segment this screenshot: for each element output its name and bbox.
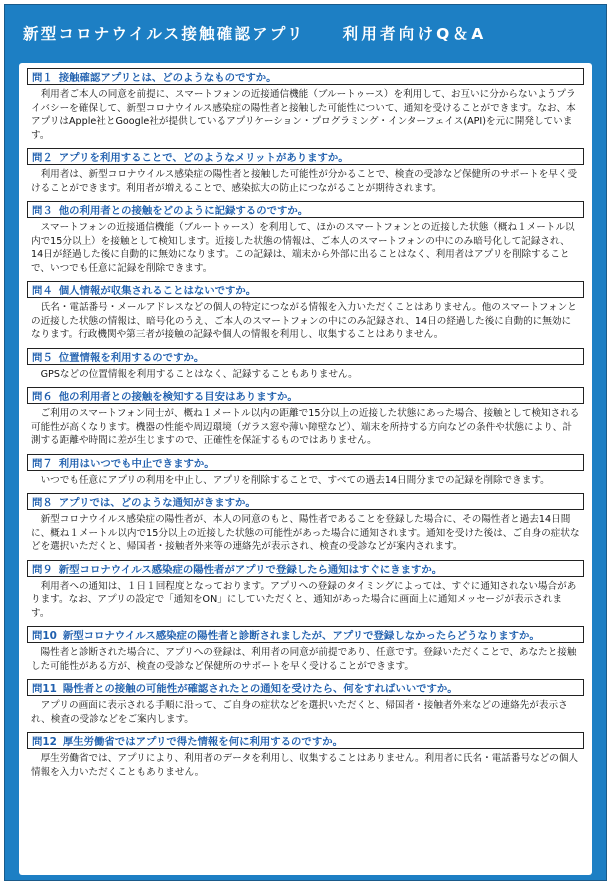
question-text: 厚生労働省ではアプリで得た情報を何に利用するのですか。	[62, 736, 343, 748]
question-number: 問４	[32, 285, 53, 297]
answer-text: 厚生労働省では、アプリにより、利用者のデータを利用し、収集することはありません。利用者に氏名・電話番号などの個人情報を入力いただくこともありません。	[31, 753, 579, 778]
question-number: 問２	[32, 152, 53, 164]
qa-panel	[19, 63, 592, 875]
qa-item	[27, 281, 584, 348]
answer-text: スマートフォンの近接通信機能（ブルートゥース）を利用して、ほかのスマートフォンとの近接した状態（概ね１メートル以内で15分以上）を接触として検知します。近接した状態の情報は、ご本人のスマートフォンの中にのみ暗号化して記録され、14日が経過した後に自動的に無効になります。この記録は、端末から外部に出ることはなく、利用者はアプリを削除することで、いつでも任意に記録を削除できます。	[31, 222, 575, 274]
question-text: 陽性者との接触の可能性が確認されたとの通知を受けたら、何をすればいいですか。	[62, 683, 458, 695]
question-text: 他の利用者との接触を検知する目安はありますか。	[58, 391, 298, 403]
question-box	[27, 626, 584, 643]
question-box	[27, 454, 584, 471]
answer-text: 新型コロナウイルス感染症の陽性者が、本人の同意のもと、陽性者であることを登録した場合に、その陽性者と過去14日間に、概ね１メートル以内で15分以上の近接した状態の可能性があった場合に通知されます。通知を受けた後は、ご自身の症状などを選択いただくと、帰国者・接触者外来等の連絡先が表示され、検査の受診などが案内されます。	[31, 514, 580, 552]
question-text: 位置情報を利用するのですか。	[58, 351, 205, 364]
question-text: アプリでは、どのような通知がきますか。	[58, 497, 256, 509]
qa-item	[27, 68, 584, 148]
question-text: 利用はいつでも中止できますか。	[58, 457, 215, 470]
answer-text: 利用者は、新型コロナウイルス感染症の陽性者と接触した可能性が分かることで、検査の受診など保健所のサポートを早く受けることができます。利用者が増えることで、感染拡大の防止につながることが期待されます。	[31, 169, 578, 194]
question-text: 個人情報が収集されることはないですか。	[58, 285, 257, 297]
qa-item	[27, 387, 584, 454]
qa-item	[27, 626, 584, 679]
question-text: 新型コロナウイルス感染症の陽性者と診断されましたが、アプリで登録しなかったらどうなりますか。	[62, 630, 540, 642]
question-number: 問11	[32, 683, 57, 695]
qa-item	[27, 454, 584, 494]
page-subtitle: 利用者向けQ＆A	[342, 25, 487, 43]
answer-text: 利用者への通知は、１日１回程度となっております。アプリへの登録のタイミングによっては、すぐに通知されない場合があります。なお、アプリの設定で「通知をON」にしていただくと、通知があった場合に画面上に通知メッセージが表示されます。	[31, 580, 577, 619]
page-title: 新型コロナウイルス接触確認アプリ	[23, 25, 305, 43]
title-banner	[5, 5, 606, 61]
question-number: 問12	[32, 736, 57, 748]
question-box	[27, 348, 584, 365]
question-text: アプリを利用することで、どのようなメリットがありますか。	[58, 152, 349, 164]
qa-item	[27, 148, 584, 201]
question-box	[27, 560, 584, 577]
answer-text: いつでも任意にアプリの利用を中止し、アプリを削除することで、すべての過去14日間分までの記録を削除できます。	[40, 474, 550, 486]
question-number: 問８	[32, 497, 53, 509]
question-number: 問６	[32, 391, 53, 403]
question-box	[27, 679, 584, 696]
question-number: 問７	[32, 457, 53, 470]
question-text: 新型コロナウイルス感染症の陽性者がアプリで登録したら通知はすぐにきますか。	[58, 563, 443, 576]
question-number: 問１	[32, 72, 53, 84]
question-number: 問９	[32, 563, 53, 576]
answer-text: 利用者ご本人の同意を前提に、スマートフォンの近接通信機能（ブルートゥース）を利用して、お互いに分からないようプライバシーを確保して、新型コロナウイルス感染症の陽性者と接触した可能性について、通知を受けることができます。なお、本アプリはApple社とGoogle社が提供しているアプリケーション・プログラミング・インターフェイス(API)を元に開発しています。	[31, 89, 576, 141]
qa-item	[27, 493, 584, 560]
qa-item	[27, 732, 584, 785]
answer-text: 陽性者と診断された場合に、アプリへの登録は、利用者の同意が前提であり、任意です。登録いただくことで、あなたと接触した可能性がある方が、検査の受診など保健所のサポートを早く受けることができます。	[31, 647, 577, 672]
question-box	[27, 148, 584, 165]
qa-item	[27, 348, 584, 388]
question-box	[27, 68, 584, 85]
qa-item	[27, 679, 584, 732]
question-box	[27, 387, 584, 404]
answer-text: ご利用のスマートフォン同士が、概ね１メートル以内の距離で15分以上の近接した状態にあった場合、接触として検知される可能性が高くなります。機器の性能や周辺環境（ガラス窓や薄い障壁など）、端末を所持する方向などの条件や状態により、計測する距離や時間に差が生じますので、正確性を保証するものではありません。	[31, 408, 580, 446]
answer-text: アプリの画面に表示される手順に沿って、ご自身の症状などを選択いただくと、帰国者・接触者外来などの連絡先が表示され、検査の受診などをご案内します。	[31, 700, 568, 725]
question-text: 他の利用者との接触をどのように記録するのですか。	[58, 205, 309, 217]
document-page	[4, 4, 607, 881]
qa-item	[27, 201, 584, 281]
question-text: 接触確認アプリとは、どのようなものですか。	[58, 72, 277, 84]
answer-text: GPSなどの位置情報を利用することはなく、記録することもありません。	[40, 368, 358, 380]
question-number: 問３	[32, 205, 53, 217]
qa-item	[27, 560, 584, 627]
question-number: 問５	[32, 351, 53, 364]
question-box	[27, 281, 584, 298]
question-number: 問10	[32, 630, 57, 642]
question-box	[27, 493, 584, 510]
answer-text: 氏名・電話番号・メールアドレスなどの個人の特定につながる情報を入力いただくことはありません。他のスマートフォンとの近接した状態の情報は、暗号化のうえ、ご本人のスマートフォンの中にのみ記録され、14日の経過した後に自動的に無効になります。行政機関や第三者が接触の記録や個人の情報を利用し、収集することはありません。	[31, 302, 577, 340]
question-box	[27, 732, 584, 749]
question-box	[27, 201, 584, 218]
